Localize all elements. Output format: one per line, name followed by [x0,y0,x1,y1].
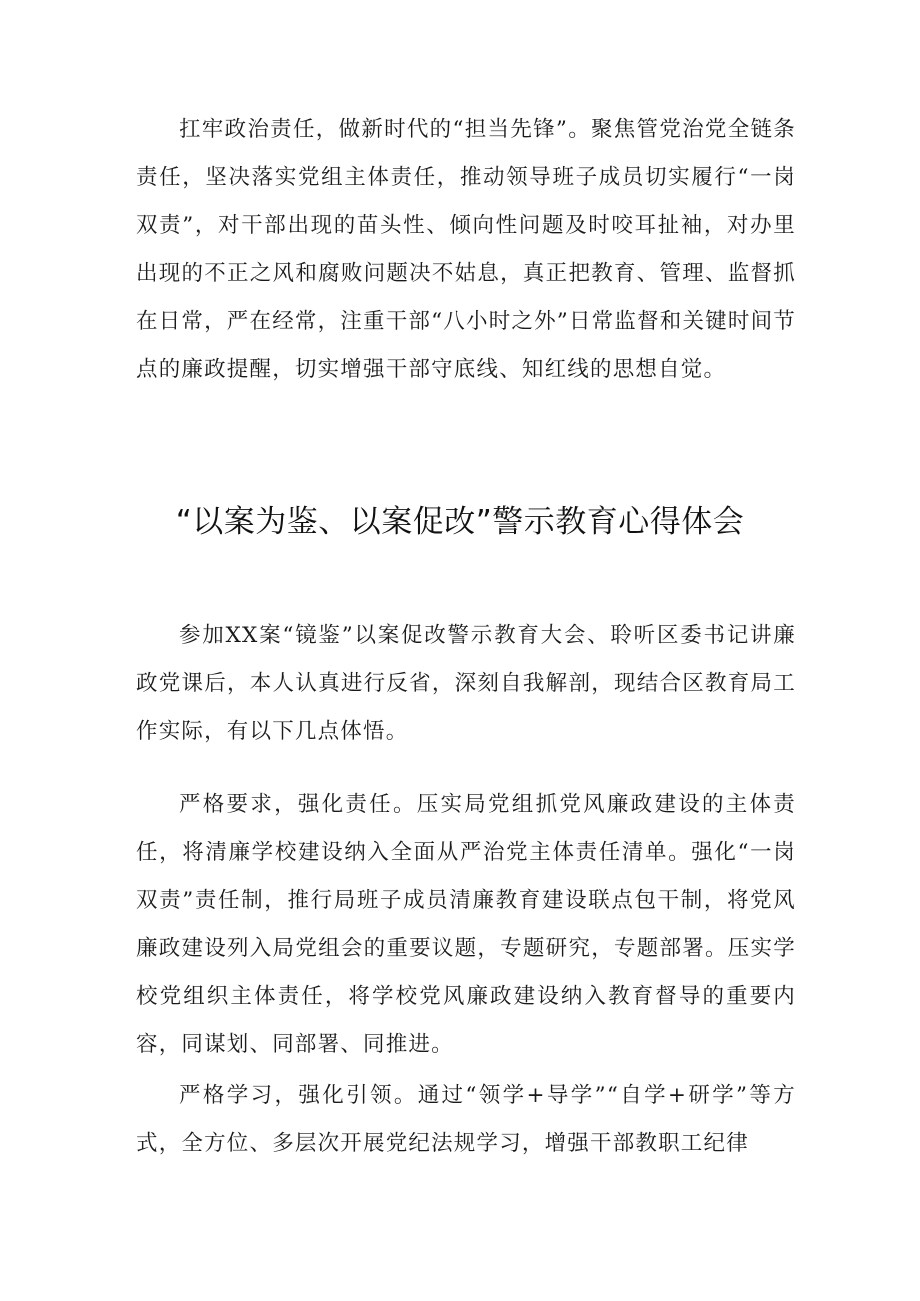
body-paragraph: 严格学习，强化引领。通过“领学+导学”“自学+研学”等方式，全方位、多层次开展党纪法规学习，增强干部教职工纪律 [136,1083,796,1156]
section-heading: “以案为鉴、以案促改”警示教育心得体会 [175,504,745,540]
body-paragraph: 参加XX案“镜鉴”以案促改警示教育大会、聆听区委书记讲廉政党课后，本人认真进行反省，深刻自我解剖，现结合区教育局工作实际，有以下几点体悟。 [136,623,796,744]
body-paragraph: 严格要求，强化责任。压实局党组抓党风廉政建设的主体责任，将清廉学校建设纳入全面从严治党主体责任清单。强化“一岗双责”责任制，推行局班子成员清廉教育建设联点包干制，将党风廉政建设列入局党组会的重要议题，专题研究，专题部署。压实学校党组织主体责任，将学校党风廉政建设纳入教育督导的重要内容，同谋划、同部署、同推进。 [136,792,796,1057]
body-paragraph: 扛牢政治责任，做新时代的“担当先锋”。聚焦管党治党全链条责任，坚决落实党组主体责任，推动领导班子成员切实履行“一岗双责”，对干部出现的苗头性、倾向性问题及时咬耳扯袖，对办里出现的不正之风和腐败问题决不姑息，真正把教育、管理、监督抓在日常，严在经常，注重干部“八小时之外”日常监督和关键时间节点的廉政提醒，切实增强干部守底线、知红线的思想自觉。 [136,117,796,382]
